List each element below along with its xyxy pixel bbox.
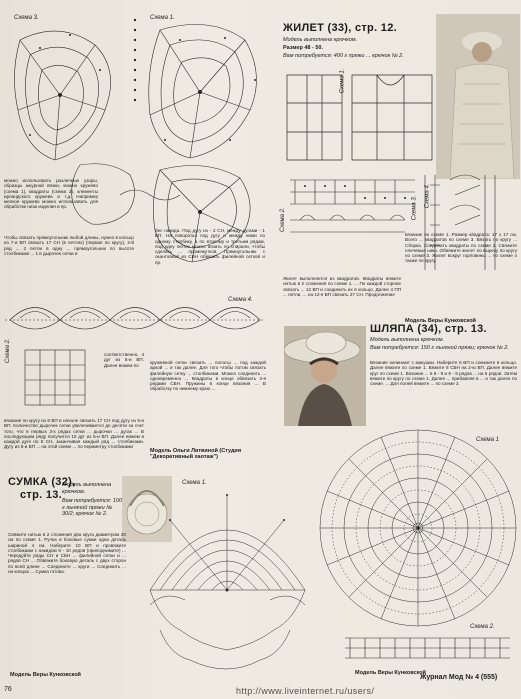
hat-text: Вязание начинают с макушки. Наберите 5 ВП и сомкните в кольцо. Далее вяжите по схеме 1. Вяжите 8 СБН на 2-ю ВП. Далее вяжите круг по схеме 1. Вязание ... в 6 - 9 и 9 - 9 рядов ... на 5 рядов. Затем вяжите по кругу по схеме 1. Далее ... прибавляя в ... и так далее по схеме. ... Для полей вяжите ... по схеме 2. — [370, 360, 517, 387]
vest-scheme-1-label: Схема 1. — [339, 68, 346, 94]
vest-text-left: Жилет выполняется из квадратов. Квадраты вяжите нитью в 2 сложения по схеме 1. ... По каждой стороне связать ... 12 ВП и соединить их в кольцо. Далее 4 ПП ... петли, ... на 12-я ВП связать 27 СН. Продолжение — [283, 276, 401, 297]
scheme-2-label: Схема 2. — [5, 338, 11, 363]
hat-signature: Модель Веры Кунковской — [355, 670, 426, 676]
bag-page: стр. 13. — [20, 489, 63, 501]
hat-materials: Вам потребуется: 150 г льняной пряжи; крючок № 2. — [370, 345, 509, 351]
hat-title: ШЛЯПА (34), стр. 13. — [370, 323, 487, 335]
instructions-text-3: вязание по кругу из 8 ВП в начале связать 17 СН под дугу из 5-и ВП. Количество дырочек сетки увеличивается до десяти за счет того, что в первых 3-х рядах сетки ... дырочки ... дугах ... В последующем ряду получится 10 дуг из 5-и ВП. Далее вяжем в каждой дуге по 5 СН, заканчивая каждый ряд ... столбиками. Дугу из 5-и ВП ... на этой схеме ... по периметру столбиками — [4, 418, 144, 450]
bag-subtitle: Модель выполнена крючком. — [62, 482, 112, 495]
page-number: 76 — [4, 686, 12, 693]
bag-scheme-1-label: Схема 1. — [182, 480, 207, 486]
hat-scheme-1-label: Схема 1 — [476, 437, 499, 443]
signature-litvinova: Модель Ольги Литвиной (Студия "Декоративный хаотаж") — [150, 448, 242, 460]
vest-materials: Вам потребуется: 400 г пряжи ... крючок № 2. — [283, 53, 404, 59]
hat-subtitle: Модель выполнена крючком. — [370, 337, 445, 343]
hat-round-diagram — [318, 425, 518, 635]
vest-title: ЖИЛЕТ (33), стр. 12. — [283, 22, 397, 34]
hat-photo — [284, 326, 366, 426]
square-diagram — [20, 345, 100, 415]
scheme-1-label: Схема 1. — [150, 15, 175, 21]
vest-photo — [436, 14, 520, 179]
scallop-border-diagram — [0, 290, 270, 350]
intro-text-1: можно использовать различные узоры, образцы ажурной вязки, можно кружево (схема 1), квадраты (схема 2), элементы ирландского кружева и т.д. Например мелкое кружево можно использовать для обработки низа изделия и пр. — [4, 178, 98, 210]
vest-scheme-3-label: Схема 3. — [411, 195, 418, 221]
vest-signature: Модель Веры Кунковской — [405, 318, 476, 324]
journal-issue: Журнал Мод № 4 (555) — [420, 674, 498, 681]
hat-scheme-2-label: Схема 2. — [470, 624, 495, 630]
watermark: http://www.liveinternet.ru/users/ — [236, 686, 375, 696]
vest-size: Размер 48 - 50. — [283, 45, 323, 51]
bag-title: СУМКА (32), — [8, 476, 76, 488]
intro-text-2: Чтобы связать прямоугольник любой длины, нужно в кольцо из 7-и ВП связать 17 СН (в петлях) (первая по кругу), 2-й ряд ... 2 петли в одну ... прямоугольник по высоте столбиками ... 1 в дырочек сетки и — [4, 235, 134, 256]
bag-round-diagram — [130, 480, 325, 680]
vest-text-right: вязание по схеме 1. Размер квадрата: 17 х 17 см. Всего ... квадратов по схеме 3. Вязать по кругу ... Сборка. Соединить квадраты по схеме 2. Свяжите плечевые швы. Обвяжите жилет по вырезу по кругу по схеме 3. Жилет вокруг горловины ... по схеме 4 также по кругу. — [405, 232, 517, 264]
vest-subtitle: Модель выполнена крючком. — [283, 37, 358, 43]
hat-brim-diagram — [340, 630, 515, 670]
side-text: соответственно, 4 дуг из 5-и ВП. Далее вяжем по — [104, 352, 144, 368]
scheme-4-label: Схема 4. — [228, 297, 253, 303]
vest-scheme-2-label: Схема 2. — [280, 207, 286, 232]
bag-materials: Вам потребуется: 100 г льняной пряжи № 30/2; крючок № 2. — [62, 498, 122, 517]
instructions-text-4: кружевной сетки связать ... полосы ... под каждой аркой ... и так далее. Для того чтобы потом связать филейную сетку ... столбиками. Можно соединить ... одновременно ... Квадраты в конце обвязать 3-я рядами СБН. Пружины в конце вязания ... В обработку по нижнему краю ... — [150, 360, 266, 392]
vest-scheme-4-label: Схема 4. — [424, 183, 431, 209]
vest-pattern-grid — [282, 70, 442, 165]
bag-signature: Модель Веры Кунковской — [10, 672, 81, 678]
bag-text: Свяжите нитью в 2 сложения два круга диаметром 20 см по схеме 1. Ручка и боковые сумки одна деталь шириной 4 см. Наберите 10 ВП и провяжите столбиками с накидом 5 - 10 рядов (приподнимите) ... Чередуйте ряды СН и СБН ... филейной сетки и ... рядов СН ... Обвяжите боковую деталь с двух сторон по всей длине ... Соедините ... круги ... Соединить ... на концах ... Сумка готова. — [8, 532, 126, 575]
middle-text: бес накида. Под дугу из - 2 СН, между дугами - 1 ВП. На поворотах под дугу и между ними по одному столбику, а по второму и третьим рядам, под одну петлю можно вязать по спирали, чтобы сделать ... промежутков. Прямоугольник с окантовкой из СБН обвязать филейной сеткой и пр. — [155, 228, 265, 265]
scheme-3-label: Схема 3. — [14, 15, 39, 21]
